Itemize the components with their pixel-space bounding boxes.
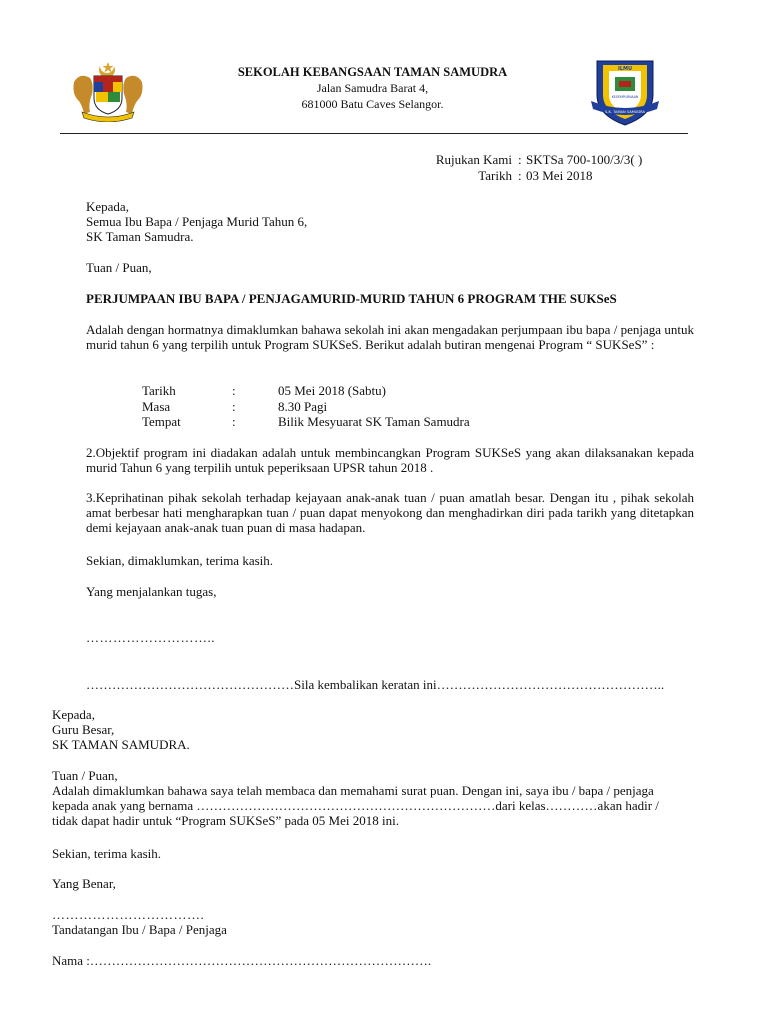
signature-dots: ……………………….. [86,630,215,645]
reply-sign-off: Yang Benar, [52,876,116,891]
header-divider [60,133,688,134]
detail-label: Tarikh [142,383,176,398]
closing-text: Sekian, dimaklumkan, terima kasih. [86,553,274,568]
badge-mid-text: KESEMPURNAAN [611,95,639,99]
reply-recipient [52,707,190,752]
cut-line: …………………………………………Sila kembalikan keratan ini…………………………………………….. [86,677,665,692]
date-value: 03 Mei 2018 [526,168,593,183]
reply-signature-label: Tandatangan Ibu / Bapa / Penjaga [52,922,227,937]
paragraph-2: 2.Objektif program ini diadakan adalah untuk membincangkan Program SUKSeS yang akan dilaksanakan kepada murid Tahun 6 yang terpilih untuk peperiksaan UPSR tahun 2018 . [86,445,694,475]
school-letterhead [200,64,545,112]
detail-value: 8.30 Pagi [278,398,328,414]
reference-block: Rujukan Kami : SKTSa 700-100/3/3( ) Tarikh : 03 Mei 2018 [418,152,642,184]
paragraph-1: Adalah dengan hormatnya dimaklumkan bahawa sekolah ini akan mengadakan perjumpaan ibu bapa / penjaga untuk murid tahun 6 yang terpilih untuk Program SUKSeS. Berikut adalah butiran mengenai Program “ SUKSeS” : [86,322,694,352]
programme-details [142,383,470,430]
detail-row: Tempat : Bilik Mesyuarat SK Taman Samudra [142,414,470,429]
date-label: Tarikh [478,168,512,183]
reference-value: SKTSa 700-100/3/3( ) [526,152,643,167]
reply-kepada: Kepada, [52,707,95,722]
recipient-line-1: Semua Ibu Bapa / Penjaga Murid Tahun 6, [86,214,308,229]
reply-line-2: SK TAMAN SAMUDRA. [52,737,190,752]
letter-title: PERJUMPAAN IBU BAPA / PENJAGAMURID-MURID TAHUN 6 PROGRAM THE SUKSeS [86,291,617,306]
recipient-kepada: Kepada, [86,199,129,214]
badge-bottom-text: S.K. TAMAN SAMUDRA [605,110,645,114]
reply-closing: Sekian, terima kasih. [52,846,162,861]
detail-row: Tarikh : 05 Mei 2018 (Sabtu) [142,383,386,398]
salutation: Tuan / Puan, [86,260,152,275]
paragraph-3: 3.Keprihatinan pihak sekolah terhadap kejayaan anak-anak tuan / puan amatlah besar. Dengan itu , pihak sekolah amat berbesar hati mengharapkan tuan / puan dapat menyokong dan menghadirkan diri pada tarikh yang ditetapkan demi kejayaan anak-anak tuan puan di masa hadapan. [86,490,694,535]
recipient-block [86,199,307,244]
reply-body-line-2: kepada anak yang bernama ……………………………………………………………dari kelas…………akan hadir / [52,798,659,813]
detail-value: 05 Mei 2018 (Sabtu) [278,383,386,398]
detail-row: Masa : 8.30 Pagi [142,398,328,414]
address-line-1: Jalan Samudra Barat 4, [316,81,429,95]
sign-off: Yang menjalankan tugas, [86,584,217,599]
badge-top-text: ILMU [617,66,633,72]
reply-body [52,768,694,828]
reply-name-line: Nama :……………………………………………………………………. [52,953,432,968]
address-line-2: 681000 Batu Caves Selangor. [301,97,444,111]
detail-value: Bilik Mesyuarat SK Taman Samudra [278,414,470,429]
reply-body-line-3: tidak dapat hadir untuk “Program SUKSeS” pada 05 Mei 2018 ini. [52,813,399,828]
detail-label: Masa [142,398,171,414]
reference-label: Rujukan Kami [435,152,512,167]
school-badge-logo [589,57,661,129]
detail-label: Tempat [142,414,181,429]
school-name: SEKOLAH KEBANGSAAN TAMAN SAMUDRA [237,65,508,79]
reply-line-1: Guru Besar, [52,722,115,737]
reply-body-line-1: Adalah dimaklumkan bahawa saya telah membaca dan memahami surat puan. Dengan ini, saya ibu / bapa / penjaga [52,783,654,798]
recipient-line-2: SK Taman Samudra. [86,229,194,244]
reply-signature-dots: ……………………………. [52,907,205,922]
malaysia-coat-of-arms-logo [70,60,146,122]
badge-motto: BUDI [619,101,631,106]
reply-salutation: Tuan / Puan, [52,768,118,783]
